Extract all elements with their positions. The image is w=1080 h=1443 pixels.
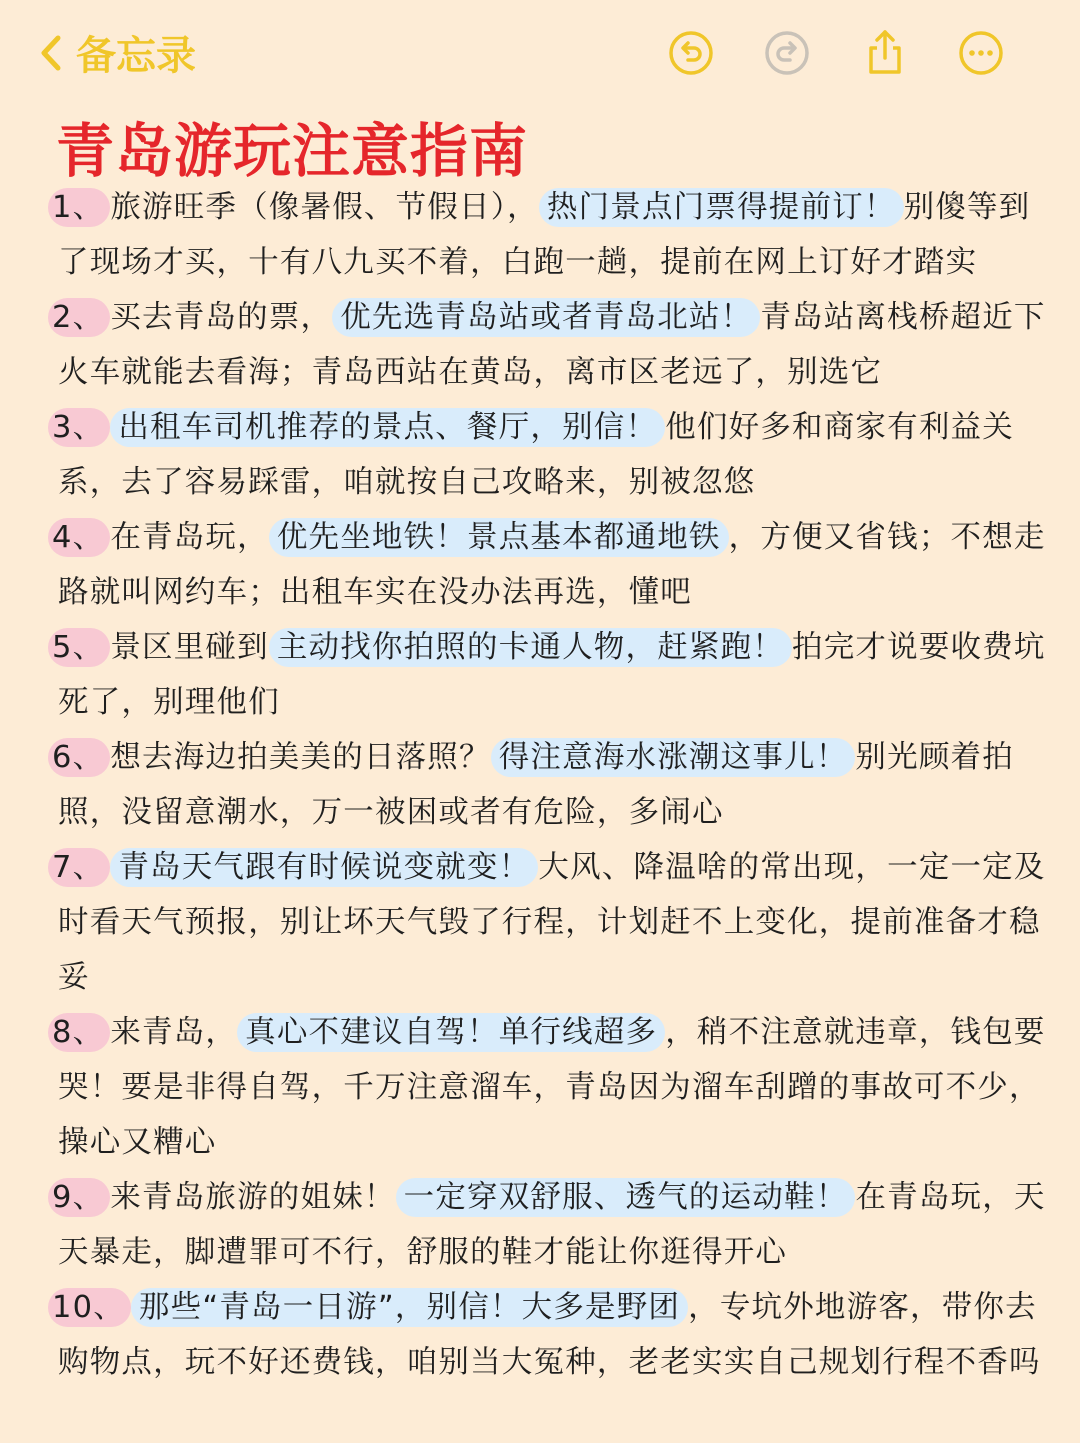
tip-number: 7、 <box>48 848 110 887</box>
tip-detail: ，稍不注意就违章，钱包要哭！要是非得自驾，千万注意溜车，青岛因为溜车刮蹭的事故可不少，操心又糟心 <box>58 1015 1046 1160</box>
tip-number: 4、 <box>48 518 110 557</box>
tip-highlight: 青岛天气跟有时候说变就变！ <box>110 848 538 887</box>
tip-highlight: 主动找你拍照的卡通人物，赶紧跑！ <box>269 628 792 667</box>
tip-detail: ，专坑外地游客，带你去购物点，玩不好还费钱，咱别当大冤种，老老实实自己规划行程不香吗 <box>58 1290 1041 1380</box>
tip-number: 1、 <box>48 188 110 227</box>
tip-item <box>52 1170 1058 1280</box>
tip-item <box>52 290 1058 400</box>
tip-highlight: 热门景点门票得提前订！ <box>539 188 904 227</box>
back-label: 备忘录 <box>76 33 196 79</box>
tip-item <box>52 180 1058 290</box>
chevron-left-icon <box>36 32 66 74</box>
tip-detail: 别傻等到了现场才买，十有八九买不着，白跑一趟，提前在网上订好才踏实 <box>58 190 1031 280</box>
tip-number: 9、 <box>48 1178 110 1217</box>
tip-detail: 拍完才说要收费坑死了，别理他们 <box>58 630 1046 720</box>
note-body[interactable] <box>52 180 1058 1390</box>
tip-detail: 青岛站离栈桥超近下火车就能去看海；青岛西站在黄岛，离市区老远了，别选它 <box>58 300 1046 390</box>
tip-highlight: 那些“青岛一日游”，别信！大多是野团 <box>131 1288 688 1327</box>
tip-item <box>52 840 1058 1005</box>
tip-number: 6、 <box>48 738 110 777</box>
redo-icon[interactable] <box>762 28 812 78</box>
tip-intro: 来青岛， <box>110 1015 238 1050</box>
undo-icon[interactable] <box>666 28 716 78</box>
tip-intro: 来青岛旅游的姐妹！ <box>110 1180 396 1215</box>
tip-intro: 买去青岛的票， <box>110 300 333 335</box>
tip-item <box>52 730 1058 840</box>
tip-highlight: 得注意海水涨潮这事儿！ <box>491 738 856 777</box>
tip-detail: ，方便又省钱；不想走路就叫网约车；出租车实在没办法再选，懂吧 <box>58 520 1046 610</box>
tip-intro: 旅游旺季（像暑假、节假日）， <box>110 190 539 225</box>
tip-item <box>52 1005 1058 1170</box>
tip-intro: 景区里碰到 <box>110 630 269 665</box>
tip-number: 2、 <box>48 298 110 337</box>
tip-number: 8、 <box>48 1013 110 1052</box>
tip-intro: 想去海边拍美美的日落照？ <box>110 740 491 775</box>
tip-intro: 在青岛玩， <box>110 520 269 555</box>
note-title: 青岛游玩注意指南 <box>56 117 529 185</box>
tip-highlight: 优先坐地铁！景点基本都通地铁 <box>269 518 729 557</box>
tip-item <box>52 620 1058 730</box>
tip-number: 10、 <box>48 1288 131 1327</box>
tip-highlight: 一定穿双舒服、透气的运动鞋！ <box>396 1178 856 1217</box>
tip-number: 5、 <box>48 628 110 667</box>
more-icon[interactable] <box>956 28 1006 78</box>
top-toolbar <box>0 0 1080 105</box>
tip-highlight: 出租车司机推荐的景点、餐厅，别信！ <box>110 408 665 447</box>
tip-detail: 在青岛玩，天天暴走，脚遭罪可不行，舒服的鞋才能让你逛得开心 <box>58 1180 1046 1270</box>
tip-highlight: 真心不建议自驾！单行线超多 <box>237 1013 665 1052</box>
tip-item <box>52 1280 1058 1390</box>
tip-detail: 他们好多和商家有利益关系，去了容易踩雷，咱就按自己攻略来，别被忽悠 <box>58 410 1014 500</box>
tip-item <box>52 400 1058 510</box>
tip-item <box>52 510 1058 620</box>
back-button[interactable] <box>36 24 196 81</box>
tip-number: 3、 <box>48 408 110 447</box>
tip-highlight: 优先选青岛站或者青岛北站！ <box>332 298 760 337</box>
share-icon[interactable] <box>860 28 910 78</box>
tip-detail: 别光顾着拍照，没留意潮水，万一被困或者有危险，多闹心 <box>58 740 1014 830</box>
tip-detail: 大风、降温啥的常出现，一定一定及时看天气预报，别让坏天气毁了行程，计划赶不上变化，提前准备才稳妥 <box>58 850 1046 995</box>
